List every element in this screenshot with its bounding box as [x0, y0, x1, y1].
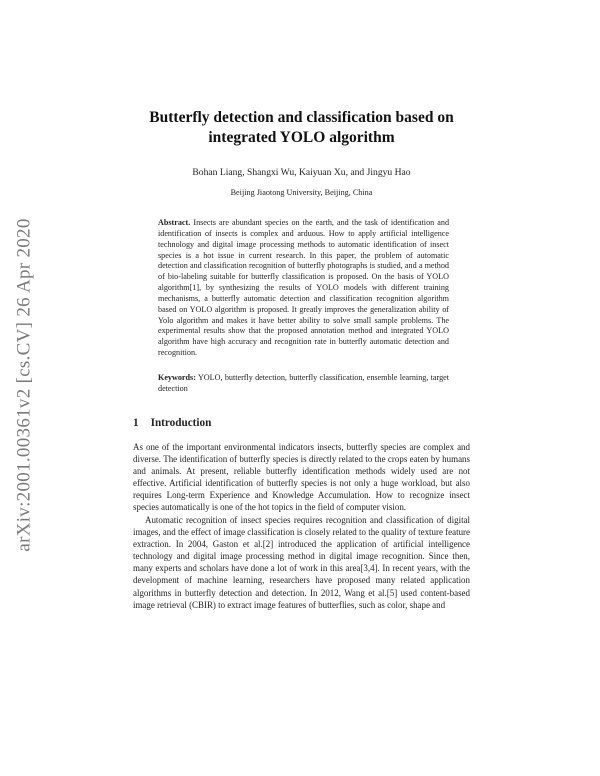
keywords — [158, 373, 449, 395]
paper-page — [133, 0, 470, 611]
section-title: Introduction — [150, 416, 212, 429]
keywords-text: YOLO, butterfly detection, butterfly classification, ensemble learning, target detection — [158, 372, 449, 393]
keywords-label: Keywords: — [158, 372, 196, 382]
abstract-label: Abstract. — [158, 218, 191, 227]
paragraph-1: As one of the important environmental indicators insects, butterfly species are complex and diverse. The identification of butterfly species is directly related to the crops eaten by humans and animals. At present, reliable butterfly identification methods widely used are not effective. Artificial identification of butterfly species is not only a huge workload, but also requires Long-term Experience and Knowledge Accumulation. How to recognize insect species automatically is one of the hot topics in the field of computer vision. — [133, 441, 470, 513]
paper-title — [133, 108, 470, 148]
author-list: Bohan Liang, Shangxi Wu, Kaiyuan Xu, and Jingyu Hao — [192, 167, 411, 178]
affiliation: Beijing Jiaotong University, Beijing, China — [230, 188, 373, 197]
title-line-1: Butterfly detection and classification based on — [149, 109, 454, 126]
arxiv-identifier-text: arXiv:2001.00361v2 [cs.CV] 26 Apr 2020 — [14, 218, 36, 552]
abstract-text: Insects are abundant species on the earth, and the task of identification and identification of insects is complex and arduous. How to apply artificial intelligence technology and digital image processing methods to automatic identification of insect species is a hot issue in current research. In this paper, the problem of automatic detection and classification recognition of butterfly photographs is studied, and a method of bio-labeling suitable for butterfly classification is proposed. On the basis of YOLO algorithm[1], by synthesizing the results of YOLO models with different training mechanisms, a butterfly automatic detection and classification recognition algorithm based on YOLO algorithm is proposed. It greatly improves the generalization ability of Yolo algorithm and makes it have better ability to solve small sample problems. The experimental results show that the proposed annotation method and integrated YOLO algorithm have high accuracy and recognition rate in butterfly automatic detection and recognition. — [158, 218, 450, 358]
abstract — [158, 218, 449, 359]
paragraph-2: Automatic recognition of insect species requires recognition and classification of digital images, and the effect of image classification is closely related to the quality of texture feature extraction. In 2004, Gaston et al.[2] introduced the application of artificial intelligence technology and digital image processing method in digital image recognition. Since then, many experts and scholars have done a lot of work in this area[3,4]. In recent years, with the development of machine learning, researchers have proposed many related application algorithms in butterfly detection and detection. In 2012, Wang et al.[5] used content-based image retrieval (CBIR) to extract image features of butterflies, such as color, shape and — [133, 514, 470, 610]
title-line-2: integrated YOLO algorithm — [208, 129, 395, 146]
section-number: 1 — [133, 416, 139, 429]
section-heading-introduction — [133, 417, 470, 429]
arxiv-identifier — [10, 210, 40, 560]
